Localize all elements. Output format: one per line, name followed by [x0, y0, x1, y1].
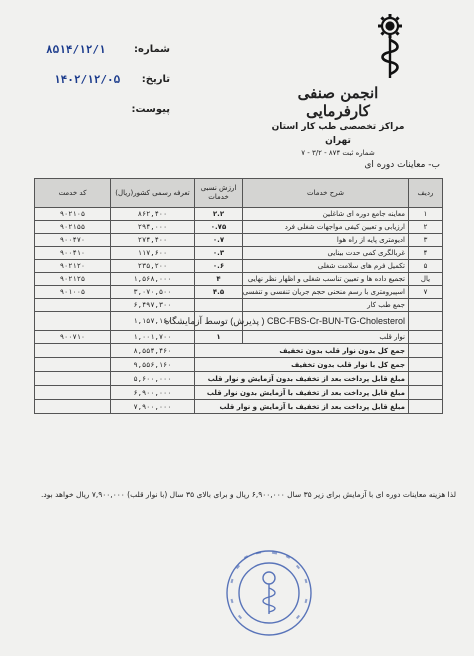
header-row-number: ردیف: [409, 179, 443, 208]
service-cell: تجمیع داده ها و تعیین تناسب شغلی و اظهار نظر نهایی: [243, 273, 409, 286]
service-cell: ادیومتری پایه از راه هوا: [243, 234, 409, 247]
tariff-cell: ۳,۰۷۰,۵۰۰: [111, 286, 195, 299]
table-header-row: [35, 179, 443, 208]
summary-value: ۵,۶۰۰,۰۰۰: [111, 372, 195, 386]
code-cell: ۹۰۲۱۲۰: [35, 260, 111, 273]
date-value: ۱۴۰۲/۱۲/۰۵: [54, 72, 121, 86]
ecg-code-cell: ۹۰۰۷۱۰: [35, 331, 111, 344]
summary-label: مبلغ قابل پرداخت بعد از تخفیف با آزمایش بدون نوار قلب: [195, 386, 409, 400]
row-number: ۱: [409, 208, 443, 221]
header-tariff: تعرفه رسمی کشور(ریال): [111, 179, 195, 208]
table-row: [35, 234, 443, 247]
attachment-row: [40, 94, 170, 124]
attachment-label: پیوست:: [131, 103, 170, 115]
subtotal-doctor-row: [35, 299, 443, 312]
summary-value: ۶,۹۰۰,۰۰۰: [111, 386, 195, 400]
summary-label: جمع کل با نوار قلب بدون تخفیف: [195, 358, 409, 372]
summary-value: ۸,۵۵۴,۴۶۰: [111, 344, 195, 358]
row-number: ۲: [409, 221, 443, 234]
subtotal-doctor-value: ۶,۴۹۷,۳۰۰: [111, 299, 195, 312]
table-row: [35, 208, 443, 221]
organization-title: انجمن صنفی کارفرمایی: [297, 84, 379, 120]
number-row: [40, 34, 170, 64]
table-row: [35, 286, 443, 299]
lab-row: [35, 312, 443, 331]
header-service: شرح خدمات: [243, 179, 409, 208]
row-number: ۴: [409, 247, 443, 260]
table-row: [35, 221, 443, 234]
tariff-cell: ۲۳۵,۲۰۰: [111, 260, 195, 273]
tariff-cell: ۱,۵۶۸,۰۰۰: [111, 273, 195, 286]
table-row: [35, 247, 443, 260]
section-title: ب- معاینات دوره ای: [364, 160, 440, 170]
code-cell: ۹۰۲۱۰۵: [35, 208, 111, 221]
lab-tariff-cell: ۱,۱۵۷,۱۶۰: [111, 312, 195, 331]
row-number: ۵: [409, 260, 443, 273]
ecg-row: [35, 331, 443, 344]
summary-row: [35, 400, 443, 414]
header-relative-value: ارزش نسبی خدمات: [195, 179, 243, 208]
services-table: [34, 178, 443, 414]
value-cell: ۰.۷۵: [195, 221, 243, 234]
service-cell: معاینه جامع دوره ای شاغلین: [243, 208, 409, 221]
code-cell: ۹۰۰۴۱۰: [35, 247, 111, 260]
registration-number: شماره ثبت ۸۷۴ - ۳/۲ - ۷: [301, 149, 375, 157]
value-cell: ۰.۷: [195, 234, 243, 247]
row-number: ۳: [409, 234, 443, 247]
header-code: کد خدمت: [35, 179, 111, 208]
service-cell: ارزیابی و تعیین کیفی مواجهات شغلی فرد: [243, 221, 409, 234]
summary-row: [35, 386, 443, 400]
number-label: شماره:: [134, 43, 170, 55]
footnote: لذا هزینه معاینات دوره ای با آزمایش برای زیر ۳۵ سال ۶,۹۰۰,۰۰۰ ریال و برای بالای ۳۵ سال (با نوار قلب) ۷,۹۰۰,۰۰۰ ریال خواهد بود.: [41, 490, 456, 499]
summary-row: [35, 344, 443, 358]
value-cell: ۰.۳: [195, 247, 243, 260]
ecg-value-cell: ۱: [195, 331, 243, 344]
lab-service-cell: CBC-FBS-Cr-BUN-TG-Cholesterol ( پذیرش) توسط آزمایشگاه: [243, 312, 409, 331]
code-cell: ۹۰۲۱۵۵: [35, 221, 111, 234]
ecg-tariff-cell: ۱,۰۰۱,۷۰۰: [111, 331, 195, 344]
service-cell: اسپیرومتری با رسم منحنی حجم جریان تنفسی و تنفسی: [243, 286, 409, 299]
summary-row: [35, 372, 443, 386]
code-cell: ۹۰۱۰۰۵: [35, 286, 111, 299]
row-number: ۷: [409, 286, 443, 299]
service-cell: غربالگری کمی حدت بینایی: [243, 247, 409, 260]
summary-label: مبلغ قابل پرداخت بعد از تخفیف بدون آزمایش و نوار قلب: [195, 372, 409, 386]
ecg-service-cell: نوار قلب: [243, 331, 409, 344]
tariff-cell: ۲۹۴,۰۰۰: [111, 221, 195, 234]
row-number: یال: [409, 273, 443, 286]
table-row: [35, 260, 443, 273]
organization-stamp-icon: [224, 548, 314, 638]
date-row: [40, 64, 170, 94]
tariff-cell: ۸۶۲,۴۰۰: [111, 208, 195, 221]
summary-label: جمع کل بدون نوار قلب بدون تخفیف: [195, 344, 409, 358]
header-meta: [40, 34, 170, 124]
organization-block: [268, 84, 408, 158]
number-value: ۸۵۱۴/۱۲/۱: [46, 42, 106, 56]
code-cell: ۹۰۲۱۲۵: [35, 273, 111, 286]
value-cell: ۴: [195, 273, 243, 286]
code-cell: ۹۰۰۴۷۰: [35, 234, 111, 247]
date-label: تاریخ:: [141, 73, 170, 85]
summary-value: ۷,۹۰۰,۰۰۰: [111, 400, 195, 414]
value-cell: ۴.۵: [195, 286, 243, 299]
table-row: [35, 273, 443, 286]
summary-label: مبلغ قابل پرداخت بعد از تخفیف با آزمایش و نوار قلب: [195, 400, 409, 414]
value-cell: ۲.۲: [195, 208, 243, 221]
value-cell: ۰.۶: [195, 260, 243, 273]
summary-row: [35, 358, 443, 372]
caduceus-gear-logo-icon: [368, 14, 412, 80]
tariff-cell: ۲۷۴,۴۰۰: [111, 234, 195, 247]
subtotal-doctor-label: جمع طب کار: [243, 299, 409, 312]
service-cell: تکمیل فرم های سلامت شغلی: [243, 260, 409, 273]
tariff-cell: ۱۱۷,۶۰۰: [111, 247, 195, 260]
summary-value: ۹,۵۵۶,۱۶۰: [111, 358, 195, 372]
organization-subtitle: مراکز تخصصی طب کار استان تهران: [271, 122, 405, 146]
